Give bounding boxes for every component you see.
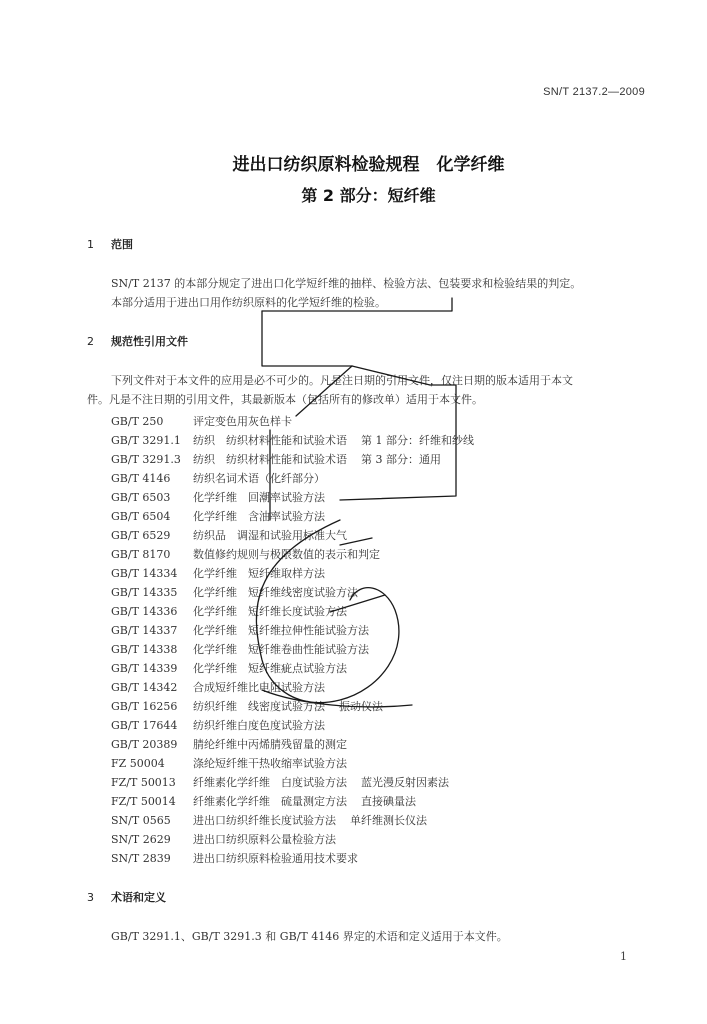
reference-code: GB/T 14338 xyxy=(111,643,178,656)
reference-item xyxy=(111,792,474,811)
reference-item xyxy=(111,450,474,469)
reference-title: 数值修约规则与极限数值的表示和判定 xyxy=(193,548,380,561)
section-2-heading xyxy=(87,333,188,349)
reference-title: 纺织纤维 线密度试验方法 xyxy=(193,700,325,713)
reference-item xyxy=(111,811,474,830)
reference-subtitle: 第 3 部分：通用 xyxy=(361,453,441,466)
reference-code: GB/T 14335 xyxy=(111,586,178,599)
reference-code: GB/T 8170 xyxy=(111,548,171,561)
reference-code: SN/T 0565 xyxy=(111,814,171,827)
reference-title: 腈纶纤维中丙烯腈残留量的测定 xyxy=(193,738,347,751)
reference-title: 化学纤维 短纤维拉伸性能试验方法 xyxy=(193,624,369,637)
reference-title: 进出口纺织原料检验通用技术要求 xyxy=(193,852,358,865)
reference-title: 合成短纤维比电阻试验方法 xyxy=(193,681,325,694)
reference-title: 纺织 纺织材料性能和试验术语 xyxy=(193,434,347,447)
reference-title: 化学纤维 短纤维线密度试验方法 xyxy=(193,586,358,599)
section-3-number: 3 xyxy=(87,891,94,904)
reference-item xyxy=(111,754,474,773)
reference-subtitle: 直接碘量法 xyxy=(361,795,416,808)
reference-title: 纤维素化学纤维 白度试验方法 xyxy=(193,776,347,789)
reference-item xyxy=(111,545,474,564)
reference-title: 纺织名词术语（化纤部分） xyxy=(193,472,325,485)
reference-title: 进出口纺织原料公量检验方法 xyxy=(193,833,336,846)
reference-item xyxy=(111,640,474,659)
reference-item xyxy=(111,621,474,640)
reference-title: 纺织品 调湿和试验用标准大气 xyxy=(193,529,347,542)
reference-item xyxy=(111,697,474,716)
reference-title: 进出口纺织纤维长度试验方法 xyxy=(193,814,336,827)
reference-item xyxy=(111,412,474,431)
reference-title: 化学纤维 短纤维取样方法 xyxy=(193,567,325,580)
reference-title: 化学纤维 短纤维长度试验方法 xyxy=(193,605,347,618)
reference-item xyxy=(111,735,474,754)
reference-item xyxy=(111,716,474,735)
document-code: SN/T 2137.2—2009 xyxy=(543,86,645,98)
section-2-intro-line-2: 件。凡是不注日期的引用文件，其最新版本（包括所有的修改单）适用于本文件。 xyxy=(87,393,483,406)
reference-code: GB/T 3291.3 xyxy=(111,453,181,466)
section-2-title: 规范性引用文件 xyxy=(111,335,188,348)
document-title xyxy=(0,150,707,206)
reference-code: GB/T 14342 xyxy=(111,681,178,694)
reference-code: GB/T 4146 xyxy=(111,472,171,485)
reference-code: FZ/T 50013 xyxy=(111,776,176,789)
section-2-number: 2 xyxy=(87,335,94,348)
reference-item xyxy=(111,526,474,545)
title-line-1: 进出口纺织原料检验规程 化学纤维 xyxy=(232,155,505,175)
reference-title: 化学纤维 含油率试验方法 xyxy=(193,510,325,523)
reference-subtitle: 第 1 部分：纤维和纱线 xyxy=(361,434,474,447)
section-1-heading xyxy=(87,236,133,252)
reference-title: 化学纤维 短纤维卷曲性能试验方法 xyxy=(193,643,369,656)
section-3-title: 术语和定义 xyxy=(111,891,166,904)
reference-code: GB/T 14339 xyxy=(111,662,178,675)
reference-item xyxy=(111,431,474,450)
reference-code: GB/T 6529 xyxy=(111,529,171,542)
reference-code: SN/T 2629 xyxy=(111,833,171,846)
reference-code: GB/T 14334 xyxy=(111,567,178,580)
reference-title: 化学纤维 短纤维疵点试验方法 xyxy=(193,662,347,675)
reference-item xyxy=(111,507,474,526)
pen-mark-bracket-top xyxy=(262,311,352,366)
reference-code: GB/T 16256 xyxy=(111,700,178,713)
reference-code: GB/T 6504 xyxy=(111,510,171,523)
reference-item xyxy=(111,488,474,507)
reference-code: FZ/T 50014 xyxy=(111,795,176,808)
reference-item xyxy=(111,564,474,583)
reference-title: 纤维素化学纤维 硫量测定方法 xyxy=(193,795,347,808)
reference-code: SN/T 2839 xyxy=(111,852,171,865)
section-1-paragraph-1: SN/T 2137 的本部分规定了进出口化学短纤维的抽样、检验方法、包装要求和检验结果的判定。 xyxy=(111,277,582,290)
reference-item xyxy=(111,849,474,868)
section-1-paragraph-2: 本部分适用于进出口用作纺织原料的化学短纤维的检验。 xyxy=(111,296,386,309)
reference-code: GB/T 250 xyxy=(111,415,164,428)
reference-code: GB/T 20389 xyxy=(111,738,178,751)
reference-title: 化学纤维 回潮率试验方法 xyxy=(193,491,325,504)
section-1-number: 1 xyxy=(87,238,94,251)
reference-title: 纺织纤维白度色度试验方法 xyxy=(193,719,325,732)
reference-code: GB/T 6503 xyxy=(111,491,171,504)
section-2-intro-line-1: 下列文件对于本文件的应用是必不可少的。凡是注日期的引用文件，仅注日期的版本适用于本文 xyxy=(111,374,573,387)
reference-item xyxy=(111,659,474,678)
reference-title: 评定变色用灰色样卡 xyxy=(193,415,292,428)
reference-code: GB/T 14336 xyxy=(111,605,178,618)
section-3-paragraph-1: GB/T 3291.1、GB/T 3291.3 和 GB/T 4146 界定的术语和定义适用于本文件。 xyxy=(111,930,508,943)
page-number: 1 xyxy=(620,950,627,963)
reference-item xyxy=(111,469,474,488)
reference-item xyxy=(111,830,474,849)
reference-subtitle: 振动仪法 xyxy=(339,700,383,713)
reference-code: GB/T 14337 xyxy=(111,624,178,637)
title-line-2: 第 2 部分：短纤维 xyxy=(301,186,436,205)
reference-item xyxy=(111,773,474,792)
reference-title: 纺织 纺织材料性能和试验术语 xyxy=(193,453,347,466)
reference-subtitle: 蓝光漫反射因素法 xyxy=(361,776,449,789)
reference-subtitle: 单纤维测长仪法 xyxy=(350,814,427,827)
reference-item xyxy=(111,602,474,621)
section-3-heading xyxy=(87,889,166,905)
section-1-title: 范围 xyxy=(111,238,133,251)
reference-item xyxy=(111,583,474,602)
reference-code: GB/T 3291.1 xyxy=(111,434,181,447)
reference-code: GB/T 17644 xyxy=(111,719,178,732)
reference-title: 涤纶短纤维干热收缩率试验方法 xyxy=(193,757,347,770)
reference-item xyxy=(111,678,474,697)
normative-references-list xyxy=(111,412,474,868)
reference-code: FZ 50004 xyxy=(111,757,165,770)
